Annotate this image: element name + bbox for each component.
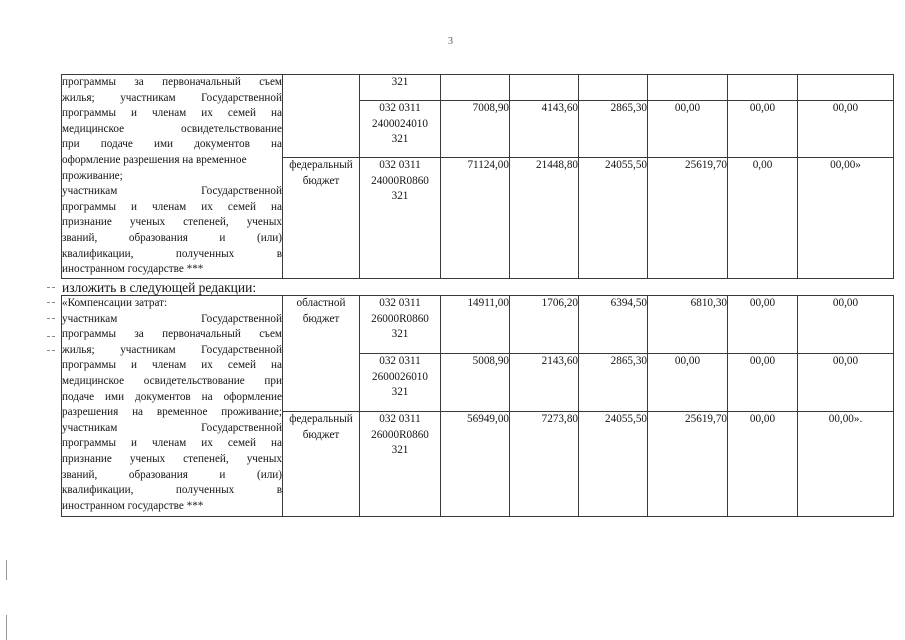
budget-table-new	[61, 295, 894, 517]
value-cell: 5008,90	[441, 354, 510, 412]
value-cell: 00,00»	[798, 158, 894, 279]
value-cell: 24055,50	[579, 158, 648, 279]
value-cell: 00,00	[728, 101, 798, 158]
funding-source-cell: областной бюджет	[283, 296, 360, 412]
budget-code-cell: 032 0311 2400024010 321	[360, 101, 441, 158]
value-cell: 4143,60	[510, 101, 579, 158]
budget-code-cell: 032 0311 2600026010 321	[360, 354, 441, 412]
value-cell: 21448,80	[510, 158, 579, 279]
budget-code-cell: 032 0311 24000R0860 321	[360, 158, 441, 279]
value-cell: 00,00	[798, 296, 894, 354]
value-cell	[510, 75, 579, 101]
funding-source-cell: федеральный бюджет	[283, 158, 360, 279]
value-cell: 71124,00	[441, 158, 510, 279]
value-cell: 14911,00	[441, 296, 510, 354]
value-cell: 25619,70	[648, 158, 728, 279]
value-cell: 00,00	[798, 354, 894, 412]
page-number: 3	[448, 36, 453, 47]
value-cell: 7008,90	[441, 101, 510, 158]
value-cell: 6394,50	[579, 296, 648, 354]
value-cell	[798, 75, 894, 101]
margin-mark	[47, 287, 55, 288]
description-cell: «Компенсации затрат: участникам Государственной программы за первоначальный съем жилья; участникам Государственной программы и членам их семей на медицинское освидетельствование при подаче ими документов на оформление разрешения на временное проживание; участникам Государственной программы и членам их семей на признание ученых степеней, ученых званий, образования и (или) квалификации, полученных в иностранном государстве ***	[62, 296, 283, 517]
margin-mark	[47, 336, 55, 337]
budget-code-cell: 032 0311 26000R0860 321	[360, 412, 441, 517]
value-cell: 00,00	[648, 101, 728, 158]
table-row	[62, 75, 894, 101]
value-cell: 56949,00	[441, 412, 510, 517]
margin-mark	[47, 302, 55, 303]
value-cell: 1706,20	[510, 296, 579, 354]
value-cell: 24055,50	[579, 412, 648, 517]
value-cell: 2865,30	[579, 354, 648, 412]
scan-artifact-line	[6, 615, 7, 640]
value-cell: 00,00	[728, 354, 798, 412]
value-cell: 00,00	[728, 412, 798, 517]
description-cell: программы за первоначальный съем жилья; участникам Государственной программы и членам их семей на медицинское освидетельствование при подаче ими документов на оформление разрешения на временное проживание; участникам Государственной программы и членам их семей на признание ученых степеней, ученых званий, образования и (или) квалификации, полученных в иностранном государстве ***	[62, 75, 283, 279]
funding-source-cell	[283, 75, 360, 158]
scan-artifact-line	[6, 560, 7, 580]
value-cell: 00,00	[728, 296, 798, 354]
value-cell	[728, 75, 798, 101]
budget-table-original	[61, 74, 894, 279]
margin-mark	[47, 318, 55, 319]
value-cell: 00,00».	[798, 412, 894, 517]
value-cell	[441, 75, 510, 101]
value-cell	[579, 75, 648, 101]
funding-source-cell: федеральный бюджет	[283, 412, 360, 517]
margin-mark	[47, 350, 55, 351]
budget-code-cell: 032 0311 26000R0860 321	[360, 296, 441, 354]
value-cell: 00,00	[648, 354, 728, 412]
value-cell: 7273,80	[510, 412, 579, 517]
value-cell: 2865,30	[579, 101, 648, 158]
value-cell: 6810,30	[648, 296, 728, 354]
budget-code-cell: 321	[360, 75, 441, 101]
value-cell	[648, 75, 728, 101]
table-row	[62, 296, 894, 354]
value-cell: 00,00	[798, 101, 894, 158]
value-cell: 25619,70	[648, 412, 728, 517]
value-cell: 0,00	[728, 158, 798, 279]
instruction-text: изложить в следующей редакции:	[62, 280, 257, 295]
value-cell: 2143,60	[510, 354, 579, 412]
